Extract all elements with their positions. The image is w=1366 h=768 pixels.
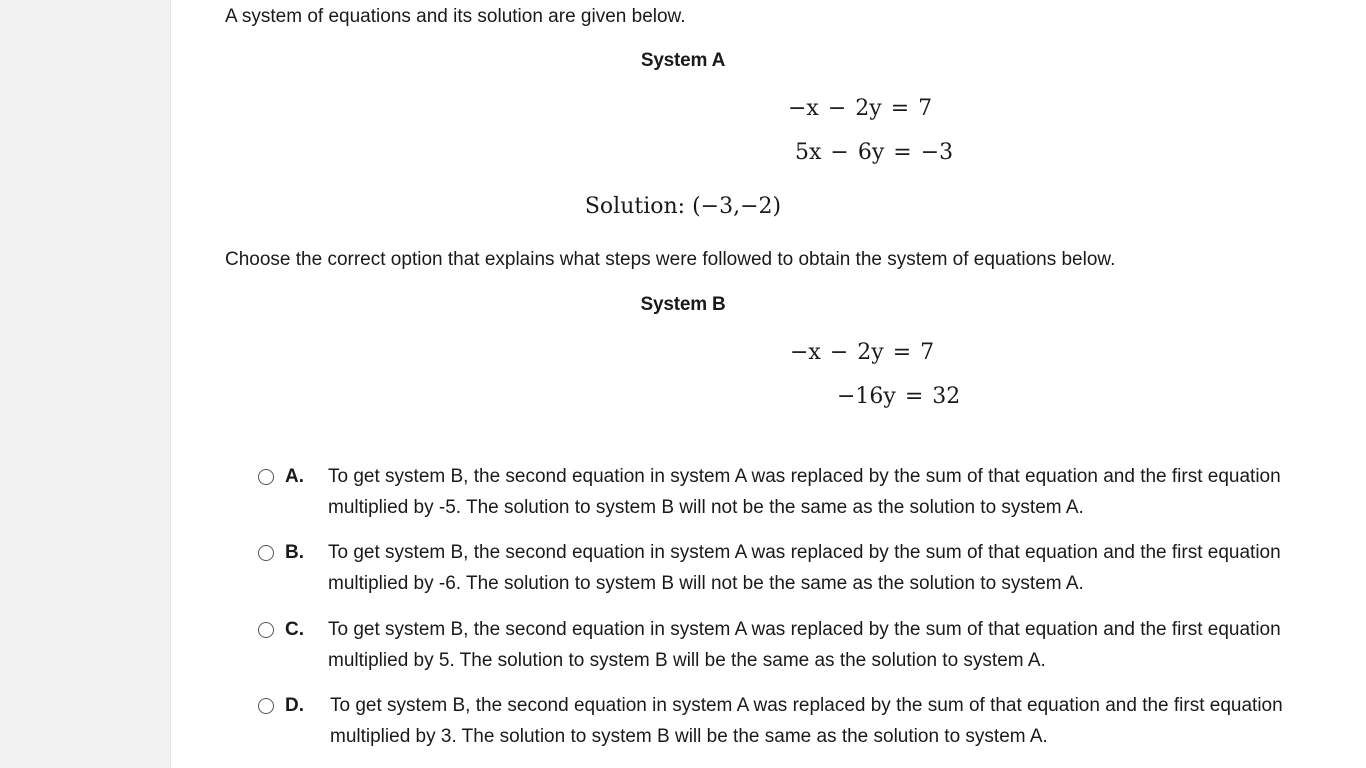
option-b-letter: B. [285,542,304,563]
system-a-equation-2 [795,140,953,165]
option-a-text[interactable]: To get system B, the second equation in system A was replaced by the sum of that equation and the first equation multiplied by -5. The solution to system B will not be the same as the solution to system A. [328,466,1281,518]
option-d-text[interactable]: To get system B, the second equation in system A was replaced by the sum of that equation and the first equation multiplied by 3. The solution to system B will be the same as the solution to system A. [330,695,1283,747]
option-b-radio[interactable] [258,545,274,561]
system-a-title: System A [640,50,726,71]
term: −x [788,96,819,121]
option-d-letter: D. [285,695,304,716]
term: 5x [795,140,822,165]
option-b-text[interactable]: To get system B, the second equation in system A was replaced by the sum of that equation and the first equation multiplied by -6. The solution to system B will not be the same as the solution to system A. [328,542,1281,594]
term: 32 [932,384,961,409]
system-b-equation-2 [837,384,960,409]
option-a-letter: A. [285,466,304,487]
intro-text: A system of equations and its solution are given below. [225,6,686,27]
option-c-text[interactable]: To get system B, the second equation in system A was replaced by the sum of that equation and the first equation multiplied by 5. The solution to system B will be the same as the solution to system A. [328,619,1281,671]
solution-label: Solution: [584,194,686,219]
term: −x [790,340,821,365]
equals: = [893,140,912,165]
option-d-radio[interactable] [258,698,274,714]
option-a-radio[interactable] [258,469,274,485]
system-a-solution [0,194,1366,219]
term: −16y [837,384,896,409]
term: 2y [855,96,882,121]
term: −3 [920,140,954,165]
term: 7 [920,340,935,365]
option-c-letter: C. [285,619,304,640]
operator: − [830,140,849,165]
system-a-equation-1 [788,96,932,121]
term: 6y [857,140,885,165]
equals: = [890,96,910,121]
system-b-title: System B [640,294,726,315]
option-c-radio[interactable] [258,622,274,638]
solution-value: (−3,−2) [692,194,782,219]
equals: = [892,340,912,365]
equals: = [904,384,924,409]
operator: − [827,96,847,121]
instruction-text: Choose the correct option that explains what steps were followed to obtain the system of equations below. [225,249,1116,270]
operator: − [829,340,849,365]
term: 2y [857,340,884,365]
left-sidebar [0,0,171,768]
term: 7 [918,96,933,121]
system-b-equation-1 [790,340,934,365]
